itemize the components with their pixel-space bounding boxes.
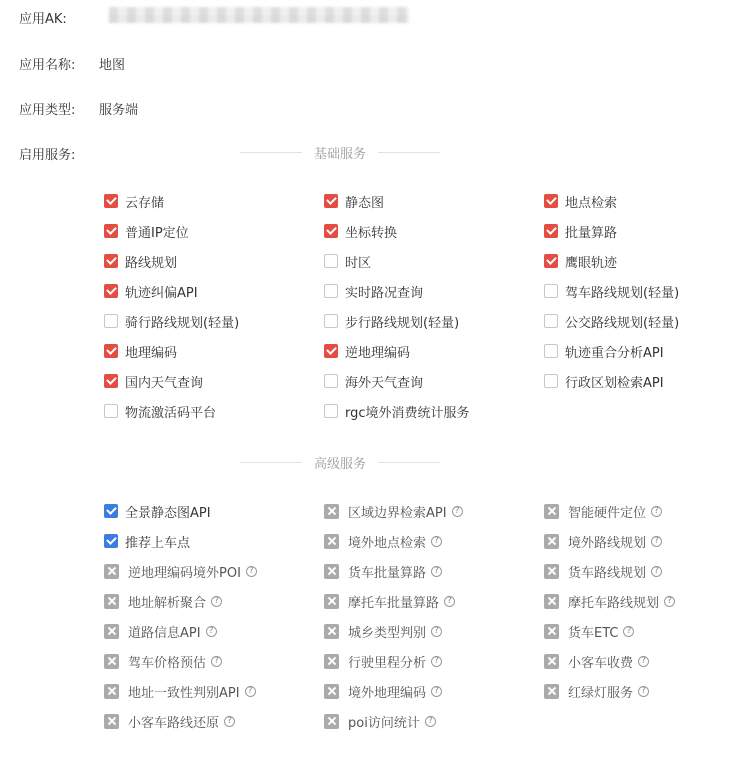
advanced-service-option[interactable] <box>104 502 324 521</box>
checkbox-checked[interactable] <box>544 194 558 208</box>
checkbox-disabled-icon <box>324 504 339 519</box>
basic-service-option[interactable] <box>324 192 544 211</box>
checkbox-disabled-icon <box>544 564 559 579</box>
checkbox-disabled-icon <box>104 594 119 609</box>
checkbox-unchecked[interactable] <box>324 404 338 418</box>
basic-service-option[interactable] <box>104 372 324 391</box>
basic-services-title: 基础服务 <box>314 146 367 162</box>
basic-service-option[interactable] <box>544 192 744 211</box>
service-label: 小客车路线还原 <box>128 715 220 731</box>
advanced-service-option <box>104 682 324 701</box>
basic-service-option[interactable] <box>544 282 744 301</box>
service-label: 地点检索 <box>565 195 618 211</box>
checkbox-disabled-icon <box>324 534 339 549</box>
checkbox-unchecked[interactable] <box>324 314 338 328</box>
service-label: 逆地理编码 <box>345 345 411 361</box>
advanced-service-option <box>104 652 324 671</box>
advanced-service-option <box>324 562 544 581</box>
checkbox-disabled-icon <box>544 504 559 519</box>
help-icon[interactable]: ? <box>211 656 222 667</box>
help-icon[interactable]: ? <box>452 506 463 517</box>
service-row <box>104 216 744 246</box>
service-row <box>104 586 744 616</box>
service-label: 批量算路 <box>565 225 618 241</box>
basic-service-option[interactable] <box>104 192 324 211</box>
checkbox-unchecked[interactable] <box>544 374 558 388</box>
checkbox-unchecked[interactable] <box>324 284 338 298</box>
checkbox-disabled-icon <box>324 654 339 669</box>
service-row <box>104 306 744 336</box>
checkbox-disabled-icon <box>104 684 119 699</box>
service-label: 境外地理编码 <box>348 685 427 701</box>
service-row <box>104 616 744 646</box>
basic-service-option[interactable] <box>104 342 324 361</box>
advanced-service-option <box>324 592 544 611</box>
service-label: 实时路况查询 <box>345 285 424 301</box>
service-label: rgc境外消费统计服务 <box>345 405 470 421</box>
basic-services-grid <box>104 186 744 426</box>
service-label: 静态图 <box>345 195 385 211</box>
checkbox-disabled-icon <box>544 684 559 699</box>
checkbox-checked[interactable] <box>104 194 118 208</box>
service-label: 物流激活码平台 <box>125 405 217 421</box>
checkbox-checked[interactable] <box>104 254 118 268</box>
service-label: 地理编码 <box>125 345 178 361</box>
service-row <box>104 186 744 216</box>
advanced-service-option[interactable] <box>104 532 324 551</box>
app-type-label: 应用类型: <box>19 103 76 118</box>
service-label: 城乡类型判别 <box>348 625 427 641</box>
advanced-service-option <box>324 712 524 731</box>
basic-service-option[interactable] <box>324 312 544 331</box>
advanced-service-option <box>544 682 744 701</box>
help-icon[interactable]: ? <box>211 596 222 607</box>
advanced-service-option <box>544 502 744 521</box>
basic-service-option[interactable] <box>104 222 324 241</box>
help-icon[interactable]: ? <box>246 566 257 577</box>
service-row <box>104 556 744 586</box>
advanced-service-option <box>544 562 744 581</box>
help-icon[interactable]: ? <box>651 506 662 517</box>
checkbox-checked[interactable] <box>544 254 558 268</box>
basic-service-option[interactable] <box>324 222 544 241</box>
checkbox-unchecked[interactable] <box>544 344 558 358</box>
service-label: poi访问统计 <box>348 715 420 731</box>
help-icon[interactable]: ? <box>638 656 649 667</box>
help-icon[interactable]: ? <box>623 626 634 637</box>
service-label: 行驶里程分析 <box>348 655 427 671</box>
advanced-service-option <box>104 562 324 581</box>
services-label: 启用服务: <box>19 148 76 163</box>
checkbox-unchecked[interactable] <box>104 314 118 328</box>
service-label: 货车批量算路 <box>348 565 427 581</box>
basic-service-option[interactable] <box>324 252 544 271</box>
service-row <box>104 276 744 306</box>
service-label: 小客车收费 <box>568 655 634 671</box>
checkbox-checked[interactable] <box>104 344 118 358</box>
service-label: 推荐上车点 <box>125 535 191 551</box>
service-label: 云存储 <box>125 195 165 211</box>
basic-service-option[interactable] <box>104 252 324 271</box>
basic-service-option[interactable] <box>544 252 744 271</box>
help-icon[interactable]: ? <box>206 626 217 637</box>
advanced-services-divider <box>240 452 440 472</box>
service-label: 红绿灯服务 <box>568 685 634 701</box>
advanced-service-option <box>544 622 744 641</box>
basic-service-option[interactable] <box>104 282 324 301</box>
service-row <box>104 706 744 736</box>
help-icon[interactable]: ? <box>638 686 649 697</box>
checkbox-disabled-icon <box>324 594 339 609</box>
checkbox-unchecked[interactable] <box>324 374 338 388</box>
service-label: 境外路线规划 <box>568 535 647 551</box>
basic-service-option[interactable] <box>324 372 544 391</box>
advanced-service-option <box>104 592 324 611</box>
advanced-service-option <box>544 532 744 551</box>
service-label: 时区 <box>345 255 372 271</box>
service-label: 驾车价格预估 <box>128 655 207 671</box>
checkbox-unchecked[interactable] <box>324 254 338 268</box>
service-label: 坐标转换 <box>345 225 398 241</box>
checkbox-disabled-icon <box>324 684 339 699</box>
checkbox-disabled-icon <box>104 654 119 669</box>
service-row <box>104 526 744 556</box>
help-icon[interactable]: ? <box>431 686 442 697</box>
basic-service-option[interactable] <box>104 312 324 331</box>
help-icon[interactable]: ? <box>431 536 442 547</box>
basic-service-option[interactable] <box>104 402 324 421</box>
basic-service-option[interactable] <box>544 342 744 361</box>
advanced-service-option <box>324 532 544 551</box>
service-label: 货车ETC <box>568 625 619 641</box>
service-row <box>104 676 744 706</box>
service-label: 普通IP定位 <box>125 225 189 241</box>
checkbox-disabled-icon <box>544 534 559 549</box>
help-icon[interactable]: ? <box>651 566 662 577</box>
help-icon[interactable]: ? <box>431 566 442 577</box>
checkbox-disabled-icon <box>324 714 339 729</box>
service-label: 轨迹纠偏API <box>125 285 198 301</box>
basic-service-option[interactable] <box>324 342 544 361</box>
service-label: 摩托车批量算路 <box>348 595 440 611</box>
checkbox-checked[interactable] <box>544 224 558 238</box>
checkbox-checked[interactable] <box>324 194 338 208</box>
service-label: 区域边界检索API <box>348 505 447 521</box>
service-label: 地址解析聚合 <box>128 595 207 611</box>
basic-service-option[interactable] <box>544 312 744 331</box>
service-row <box>104 496 744 526</box>
advanced-service-option <box>104 622 324 641</box>
service-label: 境外地点检索 <box>348 535 427 551</box>
help-icon[interactable]: ? <box>431 626 442 637</box>
checkbox-disabled-icon <box>104 714 119 729</box>
service-label: 公交路线规划(轻量) <box>565 315 680 331</box>
help-icon[interactable]: ? <box>444 596 455 607</box>
help-icon[interactable]: ? <box>425 716 436 727</box>
checkbox-checked[interactable] <box>324 344 338 358</box>
checkbox-checked[interactable] <box>324 224 338 238</box>
checkbox-disabled-icon <box>544 624 559 639</box>
ak-label: 应用AK: <box>19 12 67 27</box>
app-name-value: 地图 <box>99 58 126 73</box>
checkbox-disabled-icon <box>104 624 119 639</box>
app-name-label: 应用名称: <box>19 58 76 73</box>
help-icon[interactable]: ? <box>431 656 442 667</box>
app-type-value: 服务端 <box>99 103 139 118</box>
service-label: 逆地理编码境外POI <box>128 565 241 581</box>
help-icon[interactable]: ? <box>664 596 675 607</box>
advanced-service-option <box>324 502 544 521</box>
checkbox-checked[interactable] <box>104 504 118 518</box>
service-label: 海外天气查询 <box>345 375 424 391</box>
checkbox-checked[interactable] <box>104 374 118 388</box>
checkbox-checked[interactable] <box>104 224 118 238</box>
checkbox-unchecked[interactable] <box>104 404 118 418</box>
checkbox-disabled-icon <box>324 624 339 639</box>
basic-service-option[interactable] <box>544 372 744 391</box>
service-label: 鹰眼轨迹 <box>565 255 618 271</box>
basic-service-option[interactable] <box>324 402 524 421</box>
advanced-service-option <box>104 712 324 731</box>
service-label: 国内天气查询 <box>125 375 204 391</box>
checkbox-checked[interactable] <box>104 534 118 548</box>
advanced-services-title: 高级服务 <box>314 456 367 472</box>
service-row <box>104 336 744 366</box>
ak-value-redacted <box>109 7 409 23</box>
checkbox-disabled-icon <box>104 564 119 579</box>
service-label: 驾车路线规划(轻量) <box>565 285 680 301</box>
advanced-service-option <box>324 652 544 671</box>
basic-service-option[interactable] <box>544 222 744 241</box>
service-label: 行政区划检索API <box>565 375 664 391</box>
checkbox-disabled-icon <box>324 564 339 579</box>
checkbox-unchecked[interactable] <box>544 284 558 298</box>
service-label: 路线规划 <box>125 255 178 271</box>
checkbox-checked[interactable] <box>104 284 118 298</box>
service-label: 摩托车路线规划 <box>568 595 660 611</box>
checkbox-disabled-icon <box>544 594 559 609</box>
basic-services-divider <box>240 142 440 162</box>
advanced-service-option <box>544 652 744 671</box>
service-row <box>104 646 744 676</box>
advanced-service-option <box>324 682 544 701</box>
advanced-services-grid <box>104 496 744 736</box>
checkbox-unchecked[interactable] <box>544 314 558 328</box>
service-label: 轨迹重合分析API <box>565 345 664 361</box>
service-row <box>104 366 744 396</box>
service-label: 智能硬件定位 <box>568 505 647 521</box>
service-label: 骑行路线规划(轻量) <box>125 315 240 331</box>
advanced-service-option <box>324 622 544 641</box>
advanced-service-option <box>544 592 744 611</box>
help-icon[interactable]: ? <box>245 686 256 697</box>
help-icon[interactable]: ? <box>651 536 662 547</box>
service-label: 步行路线规划(轻量) <box>345 315 460 331</box>
service-label: 地址一致性判别API <box>128 685 240 701</box>
service-label: 货车路线规划 <box>568 565 647 581</box>
help-icon[interactable]: ? <box>224 716 235 727</box>
service-label: 道路信息API <box>128 625 201 641</box>
service-label: 全景静态图API <box>125 505 211 521</box>
checkbox-disabled-icon <box>544 654 559 669</box>
service-row <box>104 246 744 276</box>
basic-service-option[interactable] <box>324 282 544 301</box>
service-row <box>104 396 744 426</box>
